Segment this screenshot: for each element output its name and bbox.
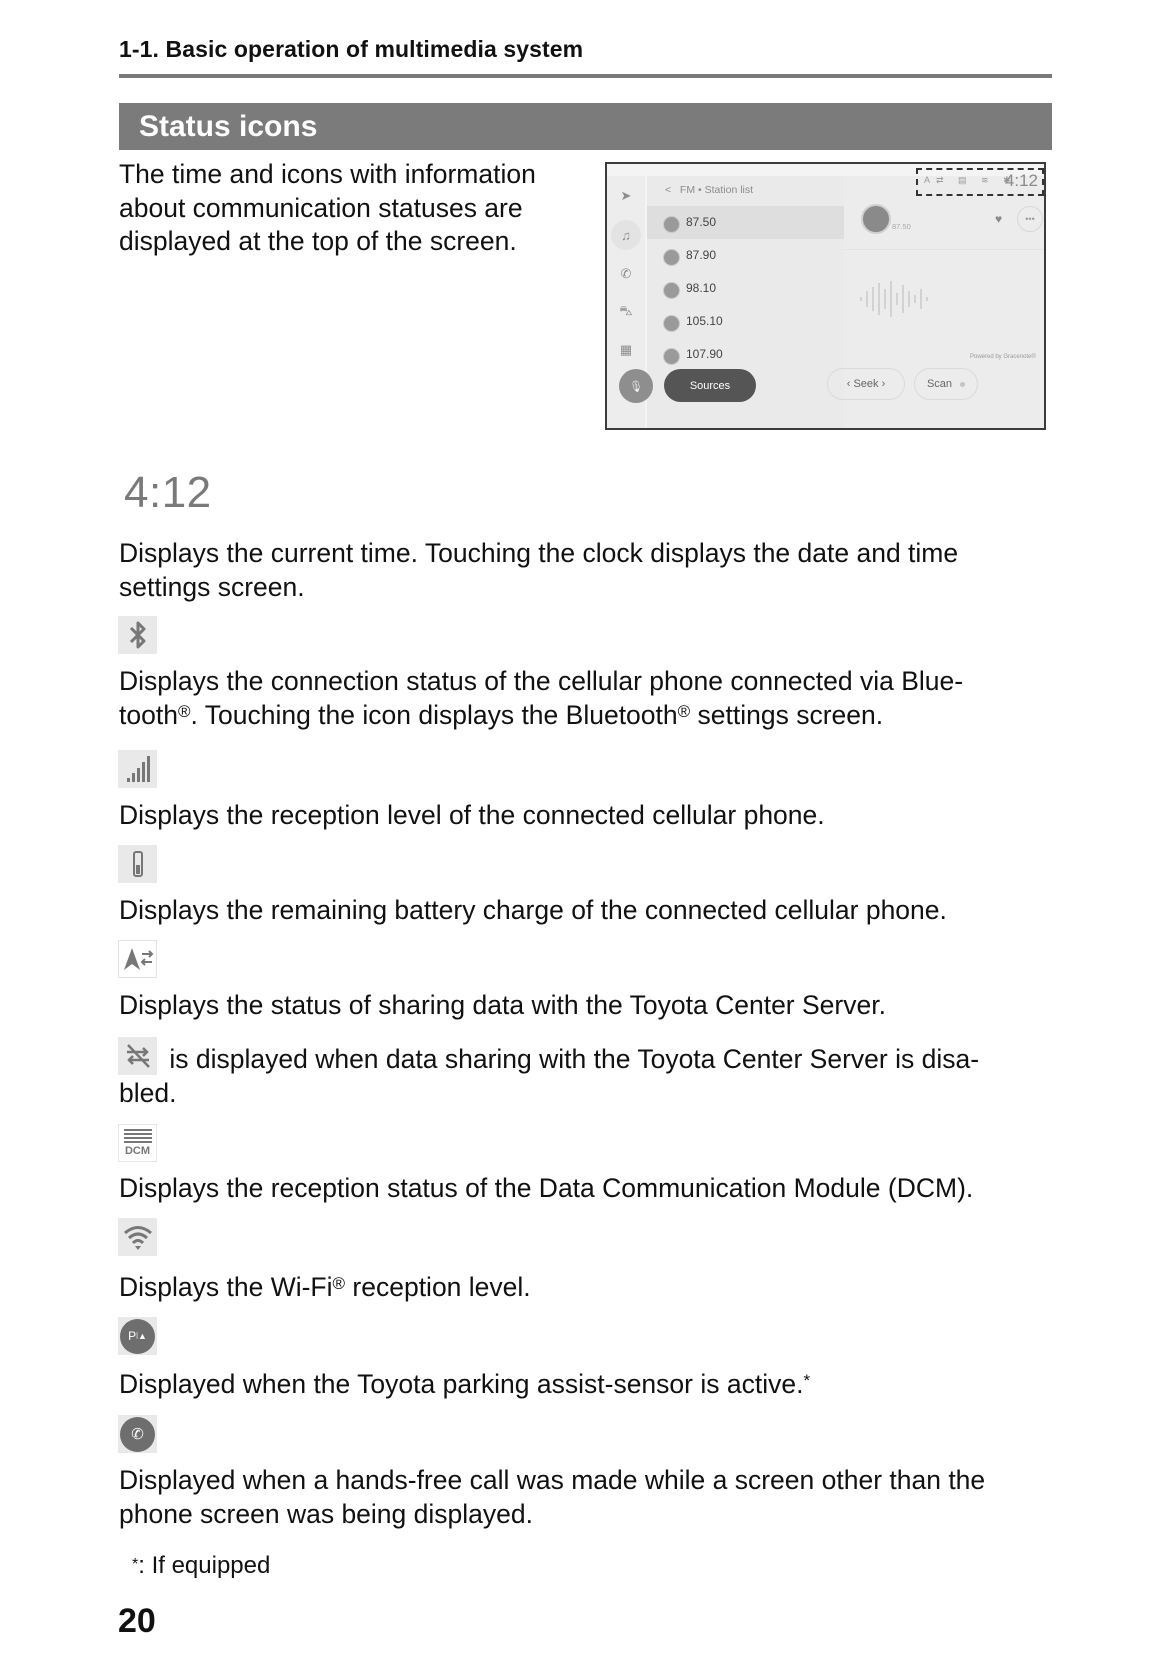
breadcrumb-page: Station list: [704, 184, 754, 196]
data-sharing-description: Displays the status of sharing data with the Toyota Center Server.: [119, 990, 886, 1020]
footnote: *: If equipped: [132, 1552, 271, 1579]
navigation-icon[interactable]: ➤: [620, 188, 632, 203]
music-icon[interactable]: ♫: [611, 220, 641, 250]
wifi-description: Displays the Wi-Fi® reception level.: [119, 1272, 531, 1302]
dcm-icon: DCM: [118, 1124, 157, 1162]
clock-icon: 4:12: [124, 468, 212, 517]
station-row[interactable]: 87.50: [647, 206, 844, 239]
favorite-heart-icon[interactable]: ♥: [995, 212, 1003, 226]
station-row[interactable]: 107.90: [647, 338, 844, 371]
bluetooth-icon: [118, 616, 157, 654]
station-row[interactable]: 105.10: [647, 305, 844, 338]
page-title: Status icons: [139, 110, 318, 143]
clock-description: Displays the current time. Touching the clock displays the date and time settings screen.: [119, 538, 959, 602]
phone-icon[interactable]: ✆: [620, 266, 632, 281]
dcm-description: Displays the reception status of the Data Communication Module (DCM).: [119, 1173, 974, 1203]
header-divider: [119, 74, 1052, 78]
signal-strength-icon: [118, 750, 157, 788]
microphone-button[interactable]: [619, 369, 653, 403]
now-playing-freq: 87.50: [892, 222, 911, 231]
scan-button[interactable]: Scan: [914, 368, 978, 400]
handsfree-call-icon: ✆: [118, 1415, 157, 1453]
now-playing-station-logo: [861, 204, 891, 234]
multimedia-screen-illustration: [605, 162, 1046, 430]
sources-button[interactable]: Sources: [664, 369, 756, 402]
scan-indicator-dot: [960, 382, 965, 387]
more-options-button[interactable]: •••: [1017, 206, 1043, 232]
apps-icon[interactable]: ▦: [619, 342, 633, 357]
page-number: 20: [118, 1602, 156, 1640]
handsfree-call-description: Displayed when a hands-free call was made while a screen other than the phone screen was being displayed.: [119, 1465, 986, 1529]
now-playing-divider: [844, 249, 1046, 250]
seek-button[interactable]: ‹ Seek ›: [827, 368, 905, 400]
station-row[interactable]: 98.10: [647, 272, 844, 305]
section-header: 1-1. Basic operation of multimedia system: [119, 36, 584, 62]
wifi-icon: [118, 1218, 157, 1256]
microphone-icon: 🎙: [629, 380, 643, 393]
bluetooth-description: Displays the connection status of the cellular phone connected via Blue- tooth®. Touching the icon displays the Bluetooth® settings screen.: [119, 666, 964, 730]
title-bar: [119, 103, 1052, 150]
audio-waveform-icon: [857, 279, 937, 319]
station-logo-icon: [663, 315, 680, 332]
breadcrumb-source: FM: [679, 184, 696, 196]
station-logo-icon: [663, 216, 680, 233]
car-icon[interactable]: ⛍: [619, 303, 633, 318]
battery-icon: [118, 845, 157, 883]
signal-description: Displays the reception level of the connected cellular phone.: [119, 800, 825, 830]
status-icons-group: A⇄ ▤ ≋ ✱: [924, 175, 1017, 185]
parking-assist-description: Displayed when the Toyota parking assist-sensor is active.*: [119, 1369, 811, 1399]
station-logo-icon: [663, 348, 680, 365]
station-row[interactable]: 87.90: [647, 239, 844, 272]
battery-description: Displays the remaining battery charge of the connected cellular phone.: [119, 895, 947, 925]
intro-text: The time and icons with information about communication statuses are displayed at the top of the screen.: [119, 159, 536, 256]
data-sharing-disabled-description: is displayed when data sharing with the Toyota Center Server is disa- bled.: [119, 1044, 980, 1108]
breadcrumb-sep: •: [698, 184, 702, 196]
clock[interactable]: 4:12: [1004, 171, 1038, 190]
parking-assist-icon: P ⦚▲: [118, 1317, 157, 1355]
data-sharing-icon: [118, 940, 157, 978]
status-bar-highlight: [916, 168, 1044, 196]
back-button[interactable]: <: [665, 184, 672, 196]
station-logo-icon: [663, 249, 680, 266]
powered-by-gracenote: Powered by Gracenote®: [970, 354, 1036, 360]
station-logo-icon: [663, 282, 680, 299]
breadcrumb: [665, 184, 753, 196]
